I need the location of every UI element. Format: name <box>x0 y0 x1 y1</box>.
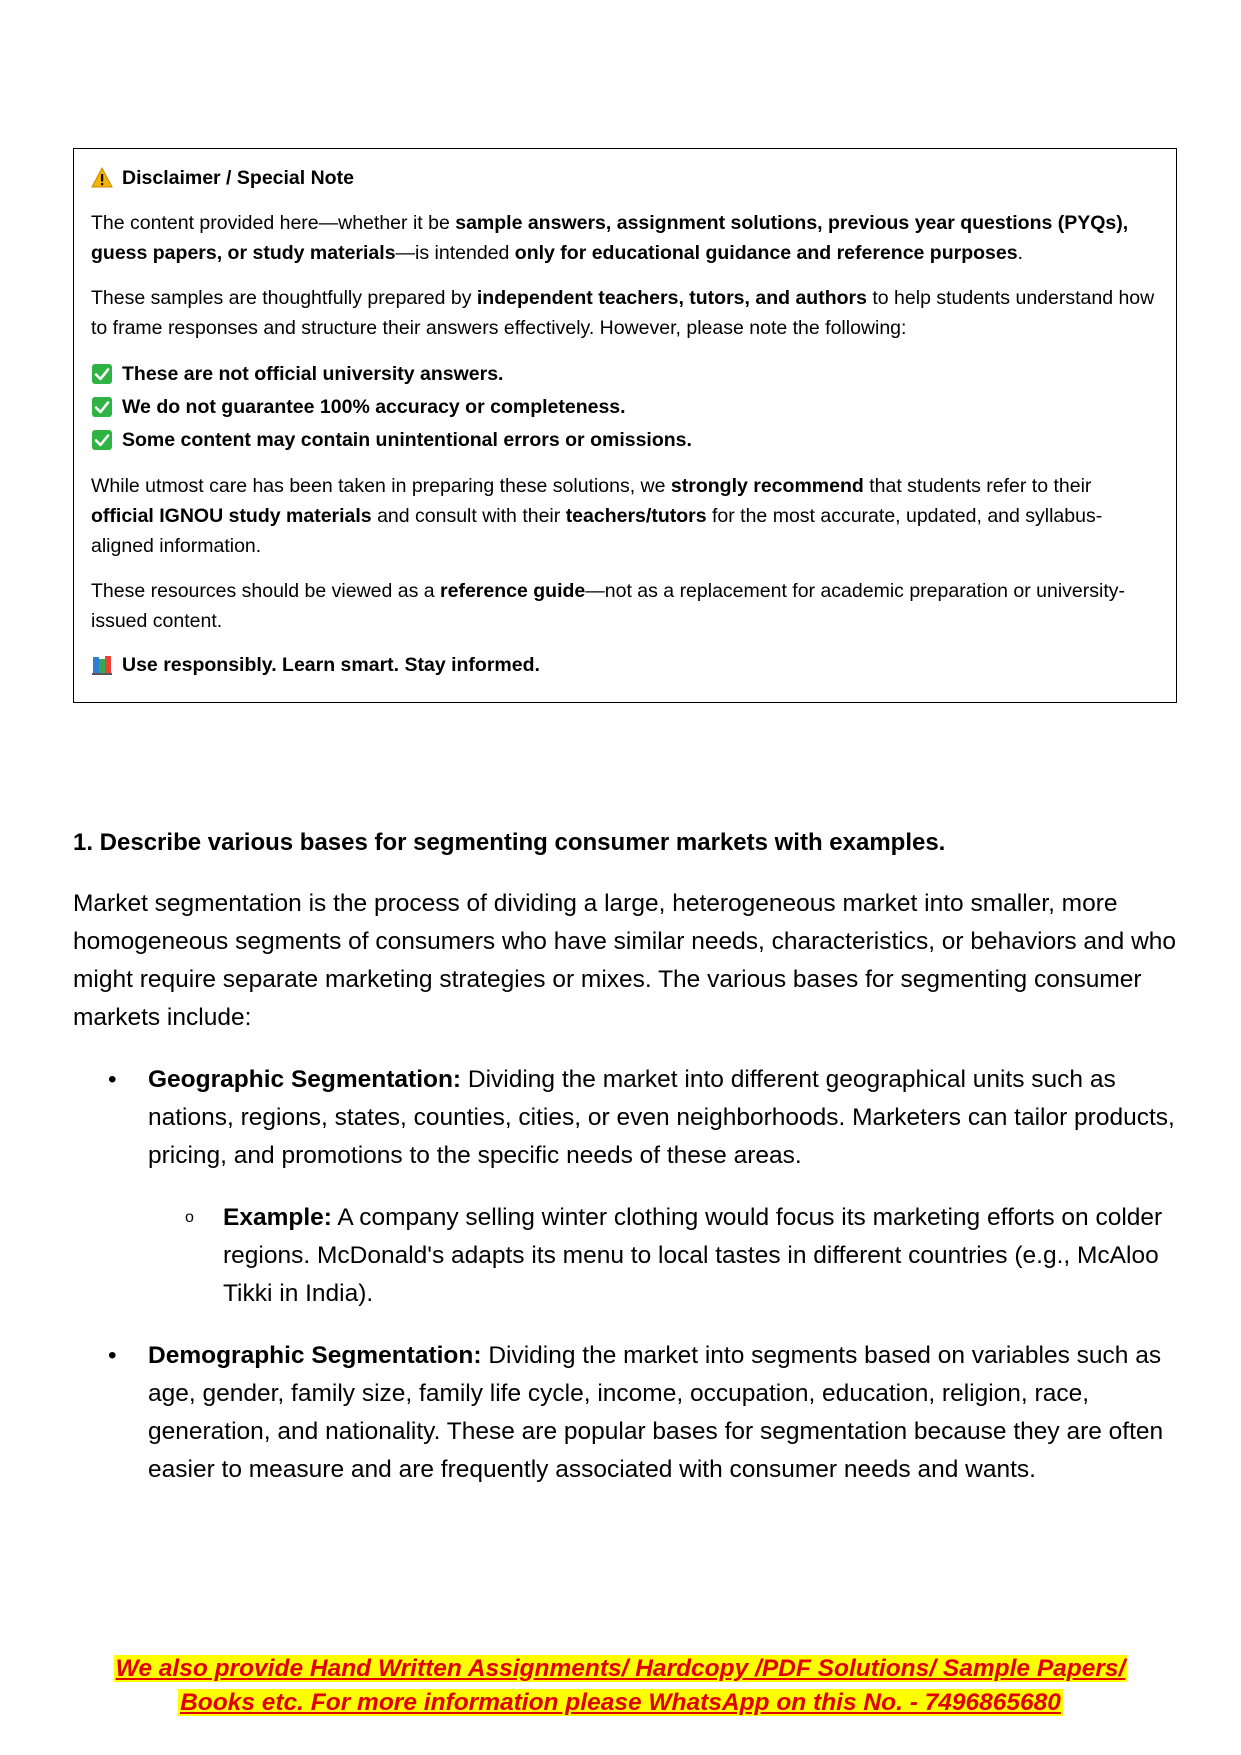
bullet-term: Demographic Segmentation: <box>148 1342 482 1369</box>
text-segment: The content provided here—whether it be <box>91 212 456 234</box>
promo-line-1: We also provide Hand Written Assignments/ Hardcopy /PDF Solutions/ Sample Papers/ <box>115 1655 1126 1682</box>
example-text: A company selling winter clothing would focus its marketing efforts on colder regions. McDonald's adapts its menu to local tastes in different countries (e.g., McAloo Tikki in India). <box>223 1204 1163 1307</box>
bullet-term: Geographic Segmentation: <box>148 1066 462 1093</box>
books-icon <box>91 654 113 676</box>
check-item <box>91 390 1159 423</box>
check-list <box>91 357 1159 456</box>
text-segment: —is intended <box>395 242 515 264</box>
bold-segment: only for educational guidance and reference purposes <box>514 242 1018 264</box>
text-segment: —not as a replacement for academic preparation or university-issued content. <box>91 580 1126 632</box>
bold-segment: independent teachers, tutors, and authors <box>476 287 867 309</box>
check-item <box>91 357 1159 390</box>
disclaimer-title <box>91 163 1159 193</box>
promo-line-2: Books etc. For more information please WhatsApp on this No. - 7496865680 <box>180 1689 1061 1716</box>
bold-segment: reference guide <box>440 580 586 602</box>
sub-list-item <box>148 1199 1183 1313</box>
disclaimer-paragraph-1 <box>91 208 1159 268</box>
check-box-icon <box>91 429 113 451</box>
check-item-text: We do not guarantee 100% accuracy or completeness. <box>122 395 626 418</box>
bullet-text: Dividing the market into segments based on variables such as age, gender, family size, family life cycle, income, occupation, education, religion, race, generation, and nationality. These are popular bases for segmentation because they are often easier to measure and are frequently associated with consumer needs and wants. <box>148 1342 1164 1483</box>
check-item-text: These are not official university answers. <box>122 362 504 385</box>
bold-segment: sample answers, assignment solutions, previous year questions (PYQs), guess papers, or study materials <box>91 212 1129 264</box>
disclaimer-footer <box>91 650 1159 680</box>
text-segment: and consult with their <box>371 505 566 527</box>
text-segment: While utmost care has been taken in preparing these solutions, we <box>91 475 671 497</box>
disclaimer-paragraph-2 <box>91 283 1159 343</box>
bold-segment: strongly recommend <box>670 475 864 497</box>
check-box-icon <box>91 363 113 385</box>
disclaimer-footer-text: Use responsibly. Learn smart. Stay informed. <box>122 654 540 676</box>
intro-paragraph: Market segmentation is the process of dividing a large, heterogeneous market into smaller, more homogeneous segments of consumers who have similar needs, characteristics, or behaviors and who might require separate marketing strategies or mixes. The various bases for segmenting consumer markets include: <box>73 890 1177 1031</box>
list-item <box>73 1061 1183 1313</box>
check-item-text: Some content may contain unintentional errors or omissions. <box>122 428 692 451</box>
text-segment: These resources should be viewed as a <box>91 580 441 602</box>
bullet-text: Dividing the market into different geographical units such as nations, regions, states, counties, cities, or even neighborhoods. Marketers can tailor products, pricing, and promotions to the specific needs of these areas. <box>148 1066 1175 1169</box>
text-segment: . <box>1017 242 1024 264</box>
text-segment: that students refer to their <box>863 475 1092 497</box>
list-item <box>73 1337 1183 1489</box>
example-label: Example: <box>223 1204 332 1231</box>
check-box-icon <box>91 396 113 418</box>
warning-icon <box>91 167 113 189</box>
bold-segment: official IGNOU study materials <box>91 505 372 527</box>
sub-list <box>148 1199 1183 1313</box>
text-segment: for the most accurate, updated, and syllabus-aligned information. <box>91 505 1103 557</box>
disclaimer-paragraph-3 <box>91 471 1159 561</box>
disclaimer-title-text: Disclaimer / Special Note <box>122 167 354 189</box>
promo-banner <box>0 1652 1241 1720</box>
check-item <box>91 423 1159 456</box>
bases-list <box>73 1061 1183 1489</box>
question-section <box>73 826 1183 1513</box>
text-segment: These samples are thoughtfully prepared by <box>91 287 477 309</box>
text-segment: to help students understand how to frame responses and structure their answers effectively. However, please note the following: <box>91 287 1155 339</box>
question-title: 1. Describe various bases for segmenting consumer markets with examples. <box>73 829 946 856</box>
disclaimer-paragraph-4 <box>91 576 1159 636</box>
disclaimer-box <box>73 148 1177 703</box>
bold-segment: teachers/tutors <box>565 505 707 527</box>
